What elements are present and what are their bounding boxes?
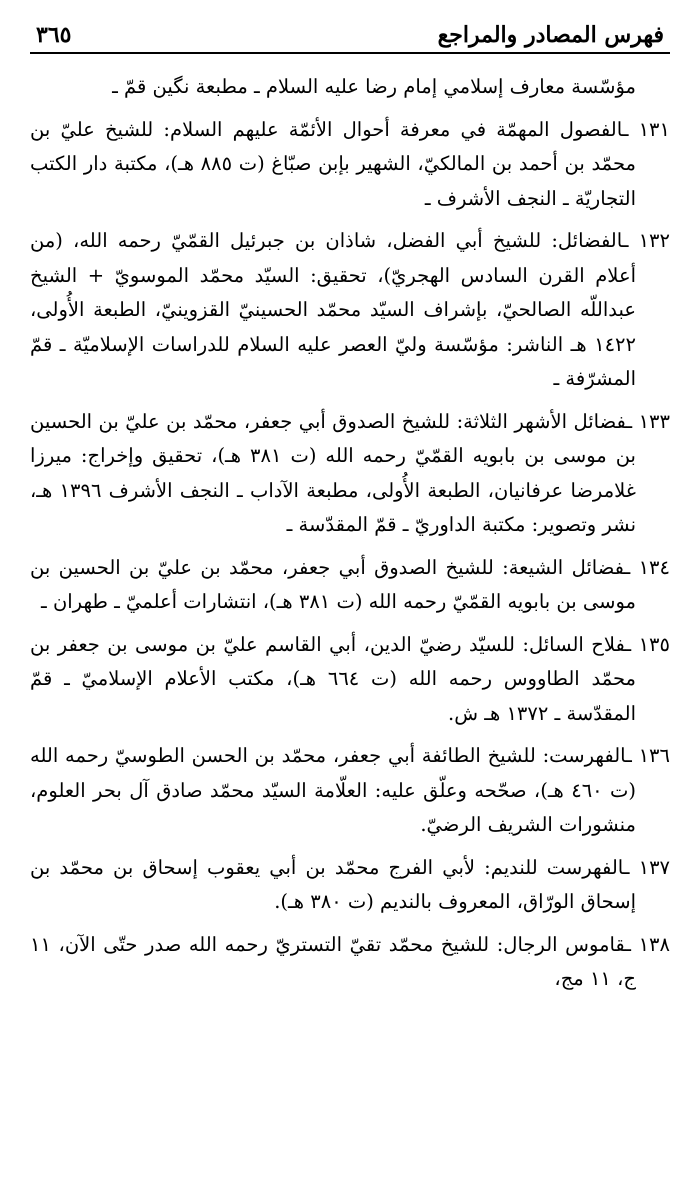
bibliography-entry: ١٣٧ ـالفهرست للنديم: لأبي الفرج محمّد بن أبي يعقوب إسحاق بن محمّد بن إسحاق الورّاق، المعروف بالنديم (ت ٣٨٠ هـ).: [30, 855, 671, 913]
running-title: فهرس المصادر والمراجع: [437, 22, 664, 48]
entry-title: الفصول المهمّة في معرفة أحوال الأئمّة عليهم السلام:: [163, 117, 623, 141]
bibliography-entry: ١٣٣ ـفضائل الأشهر الثلاثة: للشيخ الصدوق أبي جعفر، محمّد بن عليّ بن الحسين بن موسى بن بابويه القمّيّ رحمه الله (ت ٣٨١ هـ)، تحقيق وإخراج: ميرزا غلامرضا عرفانيان، الطبعة الأُولى، مطبعة الآداب ـ النجف الأشرف ١٣٩٦ هـ، نشر وتصوير: مكتبة الداوريّ ـ قمّ المقدّسة ـ: [30, 409, 670, 536]
entry-text: للشيخ أبي الفضل، شاذان بن جبرئيل القمّيّ رحمه الله، (من أعلام القرن السادس الهجريّ)، تحقيق: السيّد محمّد الموسويّ + الشيخ عبداللّه الصالحيّ، بإشراف السيّد محمّد الحسينيّ القزوينيّ، الطبعة الأُولى، ١٤٢٢ هـ الناشر: مؤسّسة وليّ العصر عليه السلام للدراسات الإسلاميّة ـ قمّ المشرّفة ـ: [30, 229, 636, 390]
bibliography-entry-continuation: [30, 70, 670, 105]
entry-number: ١٣٣: [638, 409, 670, 433]
bibliography-entry: ١٣٢ ـالفضائل: للشيخ أبي الفضل، شاذان بن جبرئيل القمّيّ رحمه الله، (من أعلام القرن السادس الهجريّ)، تحقيق: السيّد محمّد الموسويّ + الشيخ عبداللّه الصالحيّ، بإشراف السيّد محمّد الحسينيّ القزوينيّ، الطبعة الأُولى، ١٤٢٢ هـ الناشر: مؤسّسة وليّ العصر عليه السلام للدراسات الإسلاميّة ـ قمّ المشرّفة ـ: [30, 229, 670, 390]
entry-number: ١٣٥: [638, 632, 670, 656]
entry-text: للشيخ الصدوق أبي جعفر، محمّد بن عليّ بن الحسين بن موسى بن بابويه القمّيّ رحمه الله (ت ٣٨١ هـ)، انتشارات أعلميّ ـ طهران ـ: [30, 555, 636, 613]
entry-number: ١٣٢: [638, 229, 670, 252]
entry-text: لأبي الفرج محمّد بن أبي يعقوب إسحاق بن محمّد بن إسحاق الورّاق، المعروف بالنديم (ت ٣٨٠ هـ).: [30, 855, 636, 913]
page-number: ٣٦٥: [36, 22, 72, 48]
entry-number: ١٣٤: [638, 555, 670, 579]
entry-number: ١٣٨: [638, 932, 670, 956]
entry-number: ١٣١: [638, 117, 670, 141]
book-page: [30, 12, 670, 1162]
entry-text: للسيّد رضيّ الدين، أبي القاسم عليّ بن موسى بن جعفر بن محمّد الطاووس رحمه الله (ت ٦٦٤ هـ)، مكتب الأعلام الإسلاميّ ـ قمّ المقدّسة ـ ١٣٧٢ هـ ش.: [30, 632, 636, 725]
entry-text: للشيخ عليّ بن محمّد بن أحمد بن المالكيّ، الشهير بإبن صبّاغ (ت ٨٨٥ هـ)، مكتبة دار الكتب التجاريّة ـ النجف الأشرف ـ: [30, 117, 636, 210]
entry-title: قاموس الرجال:: [496, 932, 626, 956]
entry-text: للشيخ محمّد تقيّ التستريّ رحمه الله صدر حتّى الآن، ١١ ج، ١١ مج،: [30, 932, 636, 990]
entry-text: مؤسّسة معارف إسلامي إمام رضا عليه السلام ـ مطبعة نگين قمّ ـ: [112, 75, 636, 98]
entry-title: فضائل الأشهر الثلاثة:: [456, 409, 627, 433]
bibliography-entry: ١٣٨ ـقاموس الرجال: للشيخ محمّد تقيّ التستريّ رحمه الله صدر حتّى الآن، ١١ ج، ١١ مج،: [30, 932, 670, 990]
entry-title: فضائل الشيعة:: [502, 555, 625, 579]
bibliography-list: [30, 70, 670, 997]
bibliography-entry: ١٣١ ـالفصول المهمّة في معرفة أحوال الأئمّة عليهم السلام: للشيخ عليّ بن محمّد بن أحمد بن المالكيّ، الشهير بإبن صبّاغ (ت ٨٨٥ هـ)، مكتبة دار الكتب التجاريّة ـ النجف الأشرف ـ: [30, 117, 670, 210]
bibliography-entry: ١٣٥ ـفلاح السائل: للسيّد رضيّ الدين، أبي القاسم عليّ بن موسى بن جعفر بن محمّد الطاووس رحمه الله (ت ٦٦٤ هـ)، مكتب الأعلام الإسلاميّ ـ قمّ المقدّسة ـ ١٣٧٢ هـ ش.: [30, 632, 670, 725]
bibliography-entry: ١٣٦ ـالفهرست: للشيخ الطائفة أبي جعفر، محمّد بن الحسن الطوسيّ رحمه الله (ت ٤٦٠ هـ)، صحّحه وعلّق عليه: العلّامة السيّد محمّد صادق آل بحر العلوم، منشورات الشريف الرضيّ.: [30, 744, 670, 836]
entry-title: الفضائل:: [551, 229, 623, 252]
entry-title: فلاح السائل:: [522, 632, 626, 656]
entry-text: للشيخ الطائفة أبي جعفر، محمّد بن الحسن الطوسيّ رحمه الله (ت ٤٦٠ هـ)، صحّحه وعلّق عليه: العلّامة السيّد محمّد صادق آل بحر العلوم، منشورات الشريف الرضيّ.: [30, 744, 636, 836]
entry-title: الفهرست للنديم:: [484, 855, 624, 879]
page-header: [30, 12, 670, 54]
entry-number: ١٣٦: [638, 744, 670, 767]
bibliography-entry: ١٣٤ ـفضائل الشيعة: للشيخ الصدوق أبي جعفر، محمّد بن عليّ بن الحسين بن موسى بن بابويه القمّيّ رحمه الله (ت ٣٨١ هـ)، انتشارات أعلميّ ـ طهران ـ: [30, 555, 670, 613]
entry-title: الفهرست:: [542, 744, 627, 767]
entry-number: ١٣٧: [638, 855, 671, 879]
entry-text: للشيخ الصدوق أبي جعفر، محمّد بن عليّ بن الحسين بن موسى بن بابويه القمّيّ رحمه الله (ت ٣٨١ هـ)، تحقيق وإخراج: ميرزا غلامرضا عرفانيان، الطبعة الأُولى، مطبعة الآداب ـ النجف الأشرف ١٣٩٦ هـ، نشر وتصوير: مكتبة الداوريّ ـ قمّ المقدّسة ـ: [30, 409, 636, 536]
